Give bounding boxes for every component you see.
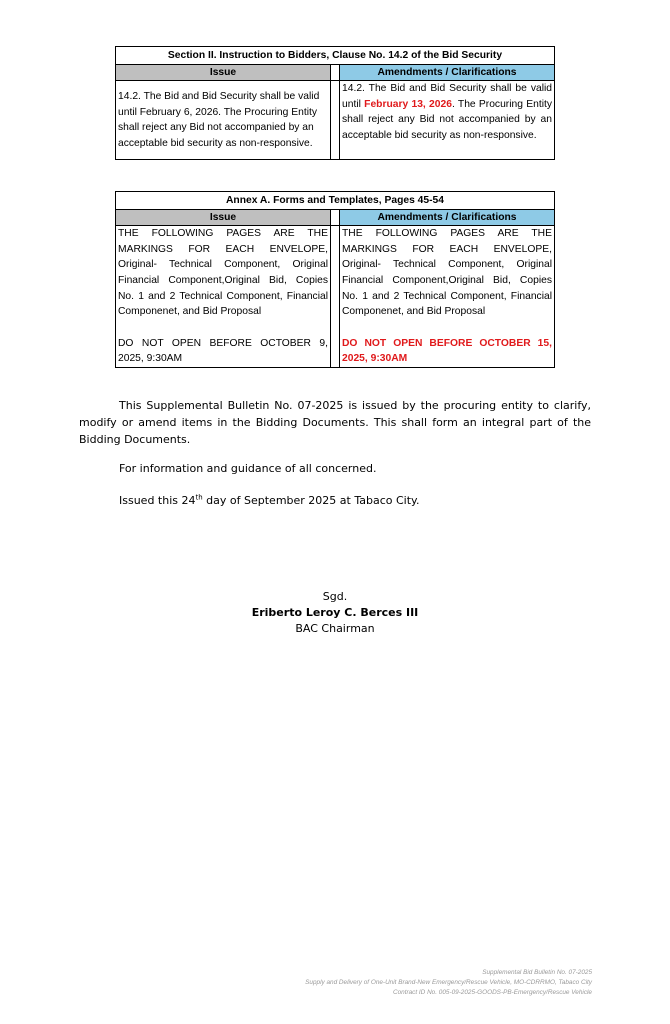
issue-cell: 14.2. The Bid and Bid Security shall be valid until February 6, 2026. The Procuring Entity shall reject any Bid not accompanied by an acceptable bid security as non-responsive. (116, 81, 331, 160)
amendment-cell (340, 81, 555, 160)
table-title: Section II. Instruction to Bidders, Clause No. 14.2 of the Bid Security (116, 47, 555, 65)
footer-bulletin-number: Supplemental Bid Bulletin No. 07-2025 (482, 969, 592, 976)
page-footer (305, 968, 592, 998)
column-header-issue: Issue (116, 64, 331, 81)
column-header-issue: Issue (116, 209, 331, 226)
amendment-text: . The Procuring Entity shall reject any Bid not accompanied by an acceptable bid security as non-responsive. (342, 98, 552, 141)
issue-text: THE FOLLOWING PAGES ARE THE MARKINGS FOR EACH ENVELOPE, Original- Technical Component, Original Financial Component,Original Bid, Copies No. 1 and 2 Technical Component, Financial Componenet, and Bid Proposal (118, 228, 328, 318)
issue-cell (116, 226, 331, 368)
amendment-text: THE FOLLOWING PAGES ARE THE MARKINGS FOR EACH ENVELOPE, Original- Technical Component, Original Financial Component,Original Bid, Copies No. 1 and 2 Technical Component, Financial Componenet, and Bid Proposal (342, 228, 552, 318)
guidance-paragraph: For information and guidance of all concerned. (119, 462, 377, 475)
bulletin-paragraph: This Supplemental Bulletin No. 07-2025 is issued by the procuring entity to clarify, modify or amend items in the Bidding Documents. This shall form an integral part of the Bidding Documents. (79, 399, 591, 446)
signatory-name: Eriberto Leroy C. Berces III (251, 606, 419, 619)
clause-14-2-table (115, 46, 555, 160)
amended-date: February 13, 2026 (364, 98, 452, 110)
amendment-cell (340, 226, 555, 368)
column-separator (331, 226, 340, 368)
ordinal-suffix: th (195, 493, 203, 502)
column-separator (331, 64, 340, 81)
column-header-amendments: Amendments / Clarifications (340, 64, 555, 81)
issue-open-date: DO NOT OPEN BEFORE OCTOBER 9, 2025, 9:30AM (118, 337, 328, 365)
footer-contract-id: Contract ID No. 005-09-2025-GOODS-PB-Emergency/Rescue Vehicle (392, 989, 592, 996)
table-title: Annex A. Forms and Templates, Pages 45-54 (116, 192, 555, 210)
annex-a-table (115, 191, 555, 368)
amended-open-date: DO NOT OPEN BEFORE OCTOBER 15, 2025, 9:30AM (342, 337, 552, 365)
amendment-text: 14.2. The Bid and Bid Security shall be valid until (342, 83, 552, 110)
footer-project-title: Supply and Delivery of One-Unit Brand-New Emergency/Rescue Vehicle, MO-CDRRMO, Tabaco City (305, 979, 592, 986)
issued-text: Issued this 24 (119, 494, 196, 507)
column-header-amendments: Amendments / Clarifications (340, 209, 555, 226)
issued-text: day of September 2025 at Tabaco City. (202, 494, 420, 507)
issued-date-paragraph (119, 492, 599, 509)
signature-sgd: Sgd. (322, 590, 348, 603)
signatory-position: BAC Chairman (295, 622, 375, 635)
column-separator (331, 209, 340, 226)
column-separator (331, 81, 340, 160)
